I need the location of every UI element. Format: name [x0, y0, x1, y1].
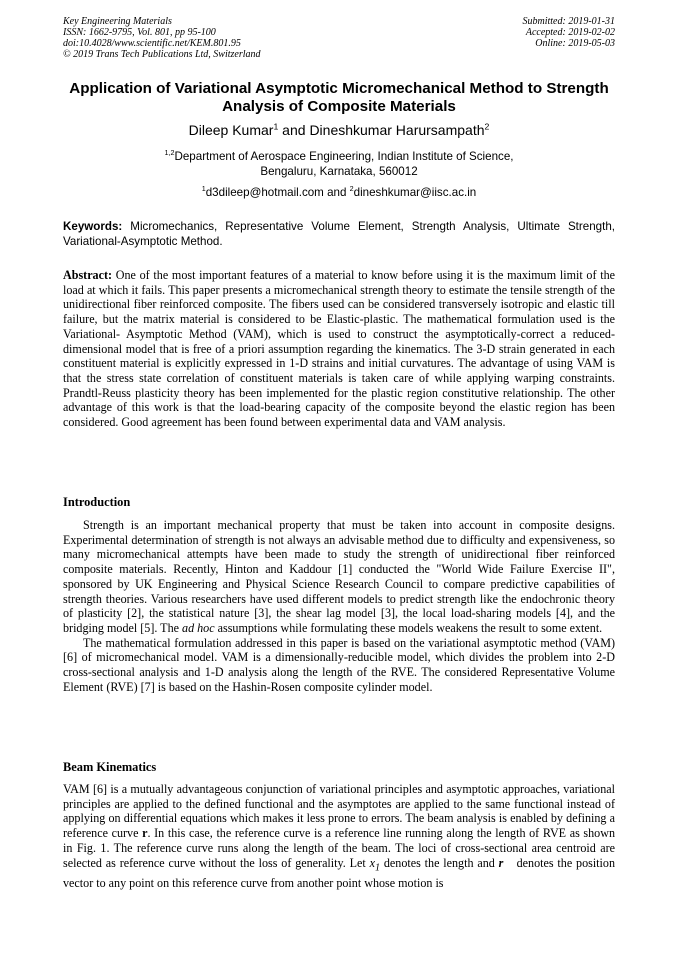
email-2: dineshkumar@iisc.ac.in [353, 186, 477, 199]
email-2-marker: 2 [349, 184, 354, 194]
author-conjunction: and [278, 122, 310, 138]
affiliation-line-2: Bengaluru, Karnataka, 560012 [260, 164, 418, 178]
affiliation [63, 150, 615, 179]
online-date: Online: 2019-05-03 [535, 38, 615, 49]
journal-name: Key Engineering Materials [63, 16, 172, 27]
beam-kinematics-section [63, 782, 615, 890]
accepted-date: Accepted: 2019-02-02 [525, 27, 615, 38]
abstract-text: One of the most important features of a material to know before using it is the maximum limit of the load at which it fails. This paper presents a micromechanical strength theory to estimate the tensile strength of the unidirectional fiber reinforced composite. The fibers used can be considered transversely isotropic and elastic till failure, but the matrix material is considered to be Elastic-plastic. The mathematical formulation used is the Variational- Asymptotic Method (VAM), which is used to construct the asymptotically-correct a reduced- dimensional model that is free of a priori assumption regarding the kinematics. The 3-D strain generated in each constituent material is explicitly expressed in 1-D strains and initial curvatures. The advantage of using VAM is that the stress state correlation of constituent materials is taken care of while applying warping constraints. Prandtl-Reuss plasticity theory has been implemented for the plastic region constitutive relationship. The other advantage of this work is that the load-bearing capacity of the composite beyond the elastic region has been considered. Good agreement has been found between experimental data and VAM analysis. [63, 268, 615, 430]
affiliation-line-1: $^{1,2}$Department of Aerospace Engineering, Indian Institute of Science, [164, 148, 514, 163]
author-2-affil-marker: 2 [484, 121, 490, 132]
keywords [63, 220, 615, 249]
doi-line: doi:10.4028/www.scientific.net/KEM.801.95 [63, 38, 241, 49]
journal-info [63, 16, 261, 60]
author-2: Dineshkumar Harursampath [309, 122, 485, 138]
email-1-marker: 1 [201, 184, 206, 194]
copyright-line: © 2019 Trans Tech Publications Ltd, Switzerland [63, 49, 261, 60]
email-1: d3dileep@hotmail.com [205, 186, 324, 199]
author-emails [63, 186, 615, 200]
x1-subscript: 1 [374, 861, 381, 873]
abstract [63, 268, 615, 430]
abstract-paragraph [63, 268, 615, 430]
x1-symbol: x [369, 855, 375, 870]
submitted-date: Submitted: 2019-01-31 [522, 16, 615, 27]
author-list [63, 122, 615, 139]
keywords-text: Micromechanics, Representative Volume Element, Strength Analysis, Ultimate Strength, Variational-Asymptotic Method. [63, 220, 615, 248]
paper-title: Application of Variational Asymptotic Micromechanical Method to Strength Analysis of Composite Materials [69, 80, 609, 115]
introduction-paragraph-1: Strength is an important mechanical property that must be taken into account in composite designs. Experimental determination of strength is not always an advisable method due to difficulty and expensiveness, so many micromechanical attempts have been made to study the strength of unidirectional fiber reinforced composite materials. Recently, Hinton and Kaddour [1] conducted the "World Wide Failure Exercise II", sponsored by UK Engineering and Physical Science Research Council to compare predictive capabilities of strength theories. Various researchers have used different models to predict strength like the endochronic theory of plasticity [2], the statistical nature [3], the shear lag model [3], the local load-sharing models [4], and the bridging model [5]. The ad hoc assumptions while formulating these models weakens the result to some extent. [63, 518, 615, 635]
introduction-paragraph-2: The mathematical formulation addressed in this paper is based on the variational asymptotic method (VAM) [6] of micromechanical model. VAM is a dimensionally-reducible model, which divides the problem into 2-D cross-sectional analysis and 1-D analysis along the length of the RVE. The considered Representative Volume Element (RVE) [7] is based on the Hashin-Rosen composite cylinder model. [63, 635, 615, 694]
reference-curve-symbol: r [142, 826, 148, 841]
position-vector-symbol: r⃗ [498, 855, 513, 870]
ad-hoc-italic: ad hoc [182, 620, 215, 635]
author-1: Dileep Kumar [188, 122, 274, 138]
issn-line: ISSN: 1662-9795, Vol. 801, pp 95-100 [63, 27, 216, 38]
beam-kinematics-paragraph: VAM [6] is a mutually advantageous conjunction of variational principles and asymptotic approaches, variational principles are applied to the defined functional and the asymptotes are applied to the same functional instead of applying on differential equations which makes it less prone to errors. The beam analysis is enabled by defining a reference curve r. In this case, the reference curve is a reference line running along the length of RVE as shown in Fig. 1. The reference curve runs along the length of the beam. The loci of cross-sectional area centroid are selected as reference curve without the loss of generality. Let $x_1$ denotes the length and r⃗ denotes the position vector to any point on this reference curve from another point whose motion is [63, 782, 616, 890]
beam-kinematics-heading: Beam Kinematics [63, 760, 157, 774]
affiliation-marker: 1,2 [164, 148, 175, 158]
introduction-heading: Introduction [63, 495, 131, 509]
author-1-affil-marker: 1 [273, 121, 279, 132]
email-conjunction: and [323, 186, 350, 199]
publication-dates [523, 16, 616, 49]
keywords-label: Keywords: [63, 220, 123, 233]
abstract-label: Abstract: [63, 268, 113, 282]
introduction-section [63, 518, 615, 694]
